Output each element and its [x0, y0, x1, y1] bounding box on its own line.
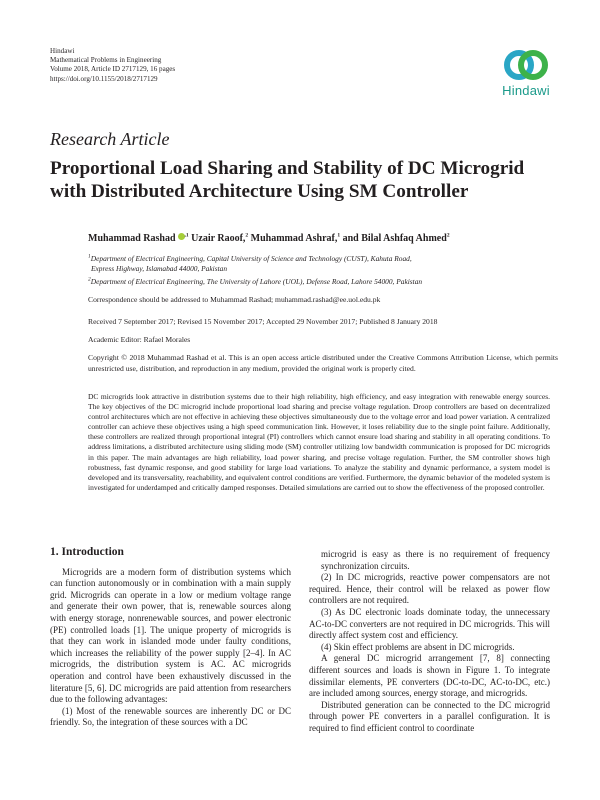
- hindawi-logo-icon: [502, 48, 550, 82]
- author-name: Muhammad Ashraf,: [250, 233, 338, 244]
- publisher-name: Hindawi: [50, 47, 75, 55]
- affiliation-text: Department of Electrical Engineering, Capital University of Science and Technology (CUST), Kahuta Road,: [90, 254, 412, 263]
- article-type: Research Article: [50, 129, 170, 149]
- abstract: DC microgrids look attractive in distribution systems due to their high reliability, high efficiency, and easy integration with renewable energy sources. The key objectives of the DC microgrid include proportional load sharing and precise voltage regulation. Droop controllers are based on decentralized control architectures which are not effective in achieving these objectives simultaneously due to the voltage error and load power variation. A centralized controller can achieve these objectives using a high speed communication link. However, it loses reliability due to the single point failure. Additionally, these controllers are realized through proportional integral (PI) controllers which cannot ensure load sharing and stability in all operating conditions. To address limitations, a distributed architecture using sliding mode (SM) controller utilizing low bandwidth communication is proposed for DC microgrids in this paper. The main advantages are high reliability, load power sharing, and precise voltage regulation. Further, the SM controller shows high robustness, fast dynamic response, and good stability for large load variations. To analyze the stability and dynamic performance, a system model is developed and its transversality, reachability, and equivalent control conditions are verified. Furthermore, the dynamic behavior of the modeled system is investigated for underdamped and critically damped responses. Detailed simulations are carried out to show the effectiveness of the proposed controller.: [88, 392, 550, 492]
- author-affiliation-sup: 2: [245, 232, 249, 239]
- affiliation-sup: 2: [88, 276, 91, 283]
- author-list: Muhammad Rashad $^{,1}$ Uzair Raoof,$^2$ Muhammad Ashraf,$^1$ and Bilal Ashfaq Ahmed$^2$: [88, 232, 450, 244]
- right-column: [309, 549, 550, 735]
- author-affiliation-sup: 1: [185, 232, 189, 239]
- body-paragraph: Distributed generation can be connected to the DC microgrid through power PE converters in a parallel configuration. It is required to find efficient control to coordinate: [309, 699, 550, 733]
- body-paragraph: (1) Most of the renewable sources are inherently DC or DC friendly. So, the integration of these sources with a DC: [50, 705, 291, 728]
- left-column: [50, 547, 291, 729]
- author-affiliation-sup: 1: [337, 232, 341, 239]
- body-paragraph: Microgrids are a modern form of distribution systems which can function autonomously or in combination with a main supply grid. Microgrids can operate in a low or medium voltage range and generate their own power, that is, renewable sources along with energy storage, nonrenewable sources, and power electronic (PE) controlled loads [1]. The unique property of microgrids is that they can work in islanded mode under faulty conditions, which increases the reliability of the power supply [2–4]. In AC microgrids, the distribution system is AC. AC microgrids operation and control have been exhaustively discussed in the literature [5, 6]. DC microgrids are paid attention from researchers due to the following advantages:: [50, 566, 291, 705]
- orcid-icon[interactable]: [178, 233, 185, 240]
- correspondence: Correspondence should be addressed to Muhammad Rashad; muhammad.rashad@ee.uol.edu.pk: [88, 295, 381, 304]
- author-name: and Bilal Ashfaq Ahmed: [342, 233, 447, 244]
- doi-link[interactable]: https://doi.org/10.1155/2018/2717129: [50, 74, 158, 83]
- copyright-notice: Copyright © 2018 Muhammad Rashad et al. This is an open access article distributed under the Creative Commons Attribution License, which permits unrestricted use, distribution, and reproduction in any medium, provided the original work is properly cited.: [88, 353, 558, 373]
- body-paragraph: microgrid is easy as there is no requirement of frequency synchronization circuits.: [321, 549, 550, 571]
- affiliation-text: Department of Electrical Engineering, The University of Lahore (UOL), Defense Road, Lahore 54000, Pakistan: [90, 277, 423, 286]
- journal-header: [50, 47, 175, 84]
- body-paragraph: (3) As DC electronic loads dominate today, the unnecessary AC-to-DC converters are not required in DC microgrids. This will directly affect system cost and efficiency.: [309, 606, 550, 641]
- publication-dates: Received 7 September 2017; Revised 15 November 2017; Accepted 29 November 2017; Published 8 January 2018: [88, 317, 438, 326]
- author-name: Muhammad Rashad: [88, 233, 176, 244]
- body-paragraph: (2) In DC microgrids, reactive power compensators are not required. Hence, their control will be relaxed as power flow controllers are not required.: [309, 572, 550, 606]
- affiliation-text-continued: Express Highway, Islamabad 44000, Pakistan: [91, 264, 228, 273]
- section-heading: 1. Introduction: [50, 546, 124, 558]
- affiliation-2: [88, 277, 558, 287]
- body-paragraph: A general DC microgrid arrangement [7, 8] connecting different sources and loads is shown in Figure 1. To integrate dissimilar elements, PE converters (DC-to-DC, AC-to-DC, etc.) are included among sources, energy storage, and microgrids.: [309, 653, 550, 699]
- affiliation-sup: 1: [88, 253, 91, 260]
- hindawi-logo: [494, 48, 558, 98]
- journal-name: Mathematical Problems in Engineering: [50, 56, 162, 65]
- academic-editor: Academic Editor: Rafael Morales: [88, 335, 191, 344]
- logo-text: Hindawi: [502, 83, 550, 98]
- affiliation-1: [88, 254, 558, 274]
- body-paragraph: (4) Skin effect problems are absent in DC microgrids.: [321, 641, 515, 652]
- paper-title: Proportional Load Sharing and Stability of DC Microgrid with Distributed Architecture Using SM Controller: [50, 158, 525, 202]
- volume-line: Volume 2018, Article ID 2717129, 16 pages: [50, 65, 176, 74]
- author-name: Uzair Raoof,: [191, 233, 246, 244]
- author-affiliation-sup: 2: [446, 232, 450, 239]
